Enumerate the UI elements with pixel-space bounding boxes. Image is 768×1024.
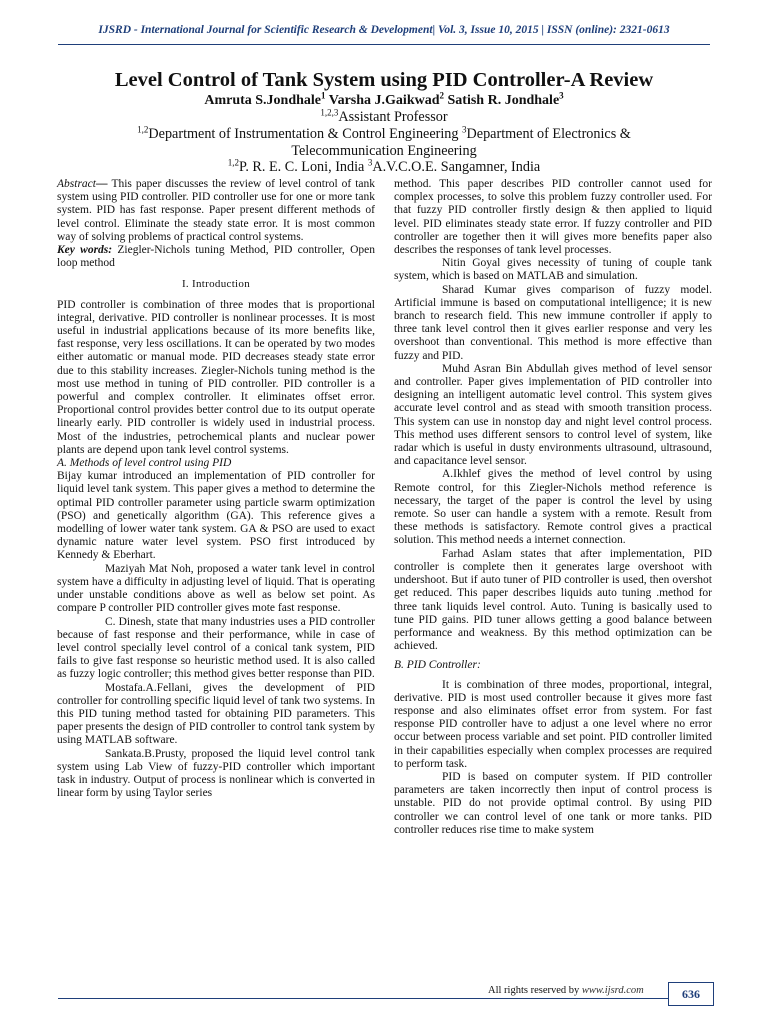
author-list	[40, 92, 728, 110]
dept-mark: 3	[462, 124, 467, 135]
author-affil-mark: 1	[321, 90, 326, 101]
keywords-label: Key words:	[57, 244, 113, 257]
section-heading-introduction: I. Introduction	[181, 278, 251, 291]
body-paragraph: Sharad Kumar gives comparison of fuzzy model. Artificial immune is based on computational intelligence; it is new branch to research field. This new immune controller if apply to three tank level control then it gives earlier response and very les overshoot than conventional. This method is more effective than fuzzy and PID.	[394, 283, 712, 362]
header-rule	[58, 44, 710, 45]
journal-header: IJSRD - International Journal for Scientific Research & Development| Vol. 3, Issue 10, 2015 | ISSN (online): 2321-0613	[98, 24, 670, 36]
footer-rule	[58, 998, 710, 999]
abstract-dash: —	[95, 178, 112, 190]
dept-text: Department of Instrumentation & Control Engineering	[148, 126, 459, 142]
subsection-heading-b: B. PID Controller:	[394, 659, 481, 672]
body-paragraph: Muhd Asran Bin Abdullah gives method of level sensor and controller. Paper gives implementation of PID controller into designing an intelligent automatic level control. This system gives accurate level control and as stead with smooth transition process. This system can use in nonstop day and night level control process. This method uses different sensors to control level of system, like radar which is useful in dusty environments ultrasound, ultrasound, and capacitance level sensor.	[394, 362, 712, 468]
body-paragraph: Maziyah Mat Noh, proposed a water tank level in control system have a difficulty in adjusting level of liquid. That is operating under unstable conditions above as well as below set point. As compare P controller PID controller gives mote fast response.	[57, 562, 375, 615]
position-text: Assistant Professor	[338, 109, 448, 125]
inst-text: P. R. E. C. Loni, India	[239, 159, 365, 175]
body-paragraph: PID is based on computer system. If PID controller parameters are taken incorrectly then input of control process is unstable. PID do not provide optimal control. By using PID controller we can control level of one tank or more tanks. PID controller reduces rise time to make system	[394, 770, 712, 836]
inst-mark: 1,2	[227, 157, 240, 168]
inst-text: A.V.C.O.E. Sangamner, India	[372, 159, 541, 175]
author-name: Varsha J.Gaikwad	[328, 93, 440, 108]
body-paragraph: Mostafa.A.Fellani, gives the development of PID controller for controlling specific liquid level of tank two systems. In this PID tuning method tasted for obtaining PID parameters. This paper presents the design of PID controller to control tank system by using MATLAB software.	[57, 681, 375, 747]
left-column	[57, 178, 375, 800]
position-mark: 1,2,3	[320, 107, 339, 118]
department-line-2: Telecommunication Engineering	[291, 143, 477, 159]
footer-url[interactable]: www.ijsrd.com	[581, 985, 644, 996]
body-paragraph: C. Dinesh, state that many industries uses a PID controller because of fast response and their performance, while in case of level control specially level control of a conical tank system, PID fails to give fast response so heuristic method used. It is also called as fuzzy logic controller; this method gives better response than PID.	[57, 615, 375, 681]
inst-mark: 3	[367, 157, 373, 168]
body-paragraph: Sankata.B.Prusty, proposed the liquid level control tank system using Lab View of fuzzy-PID controller which important task in industry. Output of process is nonlinear which is converted in linear form by using Taylor series	[57, 747, 375, 800]
body-paragraph: A.Ikhlef gives the method of level control by using Remote control, for this Ziegler-Nichols method reference is necessary, the target of the paper is control the level by using remote. So user can handle a system with a remote. Result from these methods is satisfactory. Remote control gives a practical solution. This method needs a internet connection.	[394, 468, 712, 547]
abstract-text: This paper discusses the review of level control of tank system using PID controller. PID controller use for one or more tank system. PID has fast response. Paper present different methods of level control. Eliminate the steady state error. It is most common way of solving problems of practical control systems.	[57, 178, 375, 243]
author-name: Amruta S.Jondhale	[204, 93, 322, 108]
body-paragraph: Nitin Goyal gives necessity of tuning of couple tank system, which is based on MATLAB and simulation.	[394, 257, 712, 283]
body-paragraph: It is combination of three modes, proportional, integral, derivative. PID is most used controller because it gives more fast response and also eliminates offset error from system. For fast response PID controller have to adjust a one level where no error occur between process variable and set point. PID controller limited in their capabilities especially when complex processes are required to perform task.	[394, 678, 712, 770]
footer-rights	[488, 985, 644, 996]
body-paragraph: Bijay kumar introduced an implementation of PID controller for liquid level tank system. This paper gives a method to determine the optimal PID controller parameter using particle swarm optimization (PSO) and genetically algorithm (GA). This reference gives a modelling of lower water tank system. GA & PSO are used to exact dynamic nature water level system. PSO first introduced by Kennedy & Eberhart.	[57, 470, 375, 562]
page-number: 636	[668, 982, 714, 1006]
dept-text: Department of Electronics &	[466, 126, 631, 142]
right-column	[394, 178, 712, 837]
keywords-text: Ziegler-Nichols tuning Method, PID controller, Open loop method	[57, 244, 375, 270]
author-affil-mark: 2	[439, 90, 445, 101]
body-paragraph: method. This paper describes PID controller cannot used for complex processes, to solve this problem fuzzy controller used. For that fuzzy PID controller firstly design & then applied to liquid level. PID eliminates steady state error. If fuzzy controller and PID controller are together then it will gives more benefits paper also describes the responses of tank level processes.	[394, 178, 712, 257]
abstract	[57, 178, 375, 244]
dept-mark: 1,2	[137, 124, 149, 135]
subsection-heading-a: A. Methods of level control using PID	[57, 457, 232, 470]
department-line	[40, 126, 728, 143]
institute-line	[40, 159, 728, 176]
keywords	[57, 244, 375, 270]
intro-paragraph: PID controller is combination of three modes that is proportional integral, derivative. PID controller is nonlinear processes. It is most useful in industrial applications because of its more benefits like, fast response, very less oscillations. It can be operated by two modes either automatic or manual mode. PID decreases steady state error due to this stability increases. Ziegler-Nichols tuning method is the most use method in tuning of PID controller. PID controller is a powerful and complex controller. It eliminates offset error. Proportional control provides better control due to its output operate linearly early. PID controller is widely used in industrial process. Most of the industries, petrochemical plants and nuclear power plants are depend upon tank level control systems.	[57, 298, 375, 456]
footer-rights-text: All rights reserved by	[488, 985, 580, 996]
author-name: Satish R. Jondhale	[447, 93, 560, 108]
paper-title: Level Control of Tank System using PID Controller-A Review	[114, 69, 654, 91]
body-paragraph: Farhad Aslam states that after implementation, PID controller is complete then it generates large overshoot with undershoot. But if auto tuner of PID controller is used, then overshot get reduced. This paper describes liquids auto tuning .method for three tank liquids level control. Auto. Tuning is basically used to tune PID gains. PID tuner allows getting a good balance between performance and weakness. By this method optimization can be achieved.	[394, 547, 712, 653]
abstract-label: Abstract	[57, 178, 96, 190]
author-affil-mark: 3	[559, 90, 564, 101]
